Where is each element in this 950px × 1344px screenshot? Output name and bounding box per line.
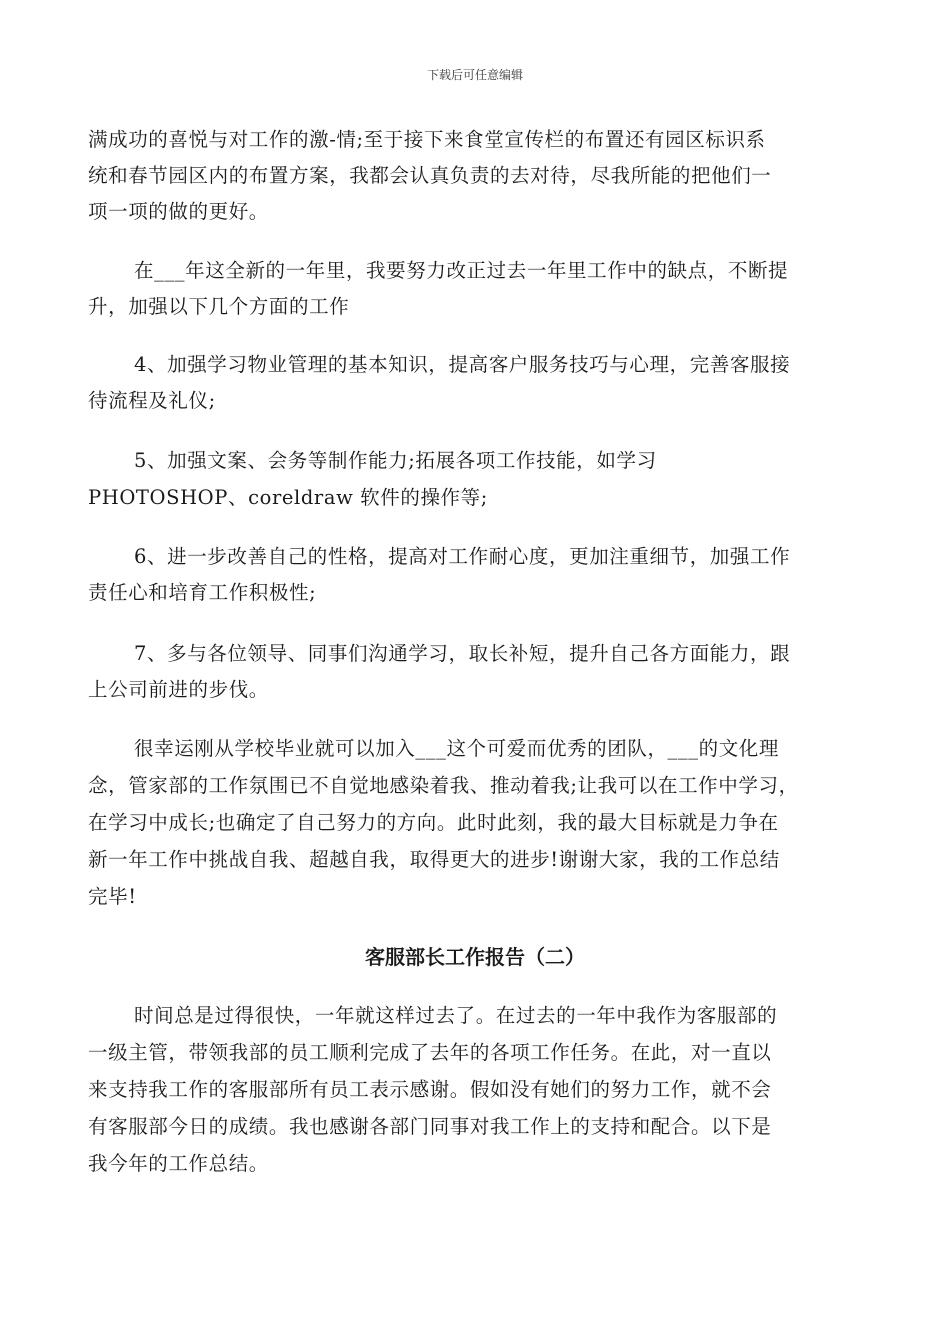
list-item-6: 6、进一步改善自己的性格，提高对工作耐心度，更加注重细节，加强工作 [134, 545, 791, 568]
paragraph-line: 我今年的工作总结。 [88, 1152, 269, 1175]
list-item-5: 5、加强文案、会务等制作能力;拓展各项工作技能，如学习 [134, 449, 657, 472]
list-item-4: 4、加强学习物业管理的基本知识，提高客户服务技巧与心理，完善客服接 [134, 353, 791, 376]
paragraph-line: 时间总是过得很快，一年就这样过去了。在过去的一年中我作为客服部的 [134, 1004, 778, 1027]
paragraph-line: 待流程及礼仪; [88, 389, 216, 412]
section-title: 客服部长工作报告（二） [365, 945, 585, 969]
paragraph-line: 一级主管，带领我部的员工顺利完成了去年的各项工作任务。在此，对一直以 [88, 1041, 772, 1064]
list-item-7: 7、多与各位领导、同事们沟通学习，取长补短，提升自己各方面能力，跟 [134, 642, 791, 665]
paragraph-line: 很幸运刚从学校毕业就可以加入___这个可爱而优秀的团队，___的文化理 [134, 737, 780, 760]
paragraph-line: 念，管家部的工作氛围已不自觉地感染着我、推动着我;让我可以在工作中学习， [88, 774, 799, 797]
paragraph-line: 上公司前进的步伐。 [88, 678, 269, 701]
paragraph-line: 责任心和培育工作积极性; [88, 581, 317, 604]
paragraph-line: 满成功的喜悦与对工作的激-情;至于接下来食堂宣传栏的布置还有园区标识系 [88, 128, 766, 151]
paragraph-line: 项一项的做的更好。 [88, 200, 269, 223]
paragraph-line: 完毕! [88, 885, 137, 908]
paragraph-line: PHOTOSHOP、coreldraw 软件的操作等; [88, 486, 488, 509]
paragraph-line: 有客服部今日的成绩。我也感谢各部门同事对我工作上的支持和配合。以下是 [88, 1115, 772, 1138]
paragraph-line: 来支持我工作的客服部所有员工表示感谢。假如没有她们的努力工作，就不会 [88, 1078, 772, 1101]
paragraph-line: 在___年这全新的一年里，我要努力改正过去一年里工作中的缺点，不断提 [134, 259, 789, 282]
paragraph-line: 升，加强以下几个方面的工作 [88, 295, 350, 318]
paragraph-line: 在学习中成长;也确定了自己努力的方向。此时此刻，我的最大目标就是力争在 [88, 811, 779, 834]
paragraph-line: 统和春节园区内的布置方案，我都会认真负责的去对待，尽我所能的把他们一 [88, 164, 772, 187]
page-header: 下载后可任意编辑 [426, 68, 523, 82]
paragraph-line: 新一年工作中挑战自我、超越自我，取得更大的进步!谢谢大家，我的工作总结 [88, 848, 780, 871]
